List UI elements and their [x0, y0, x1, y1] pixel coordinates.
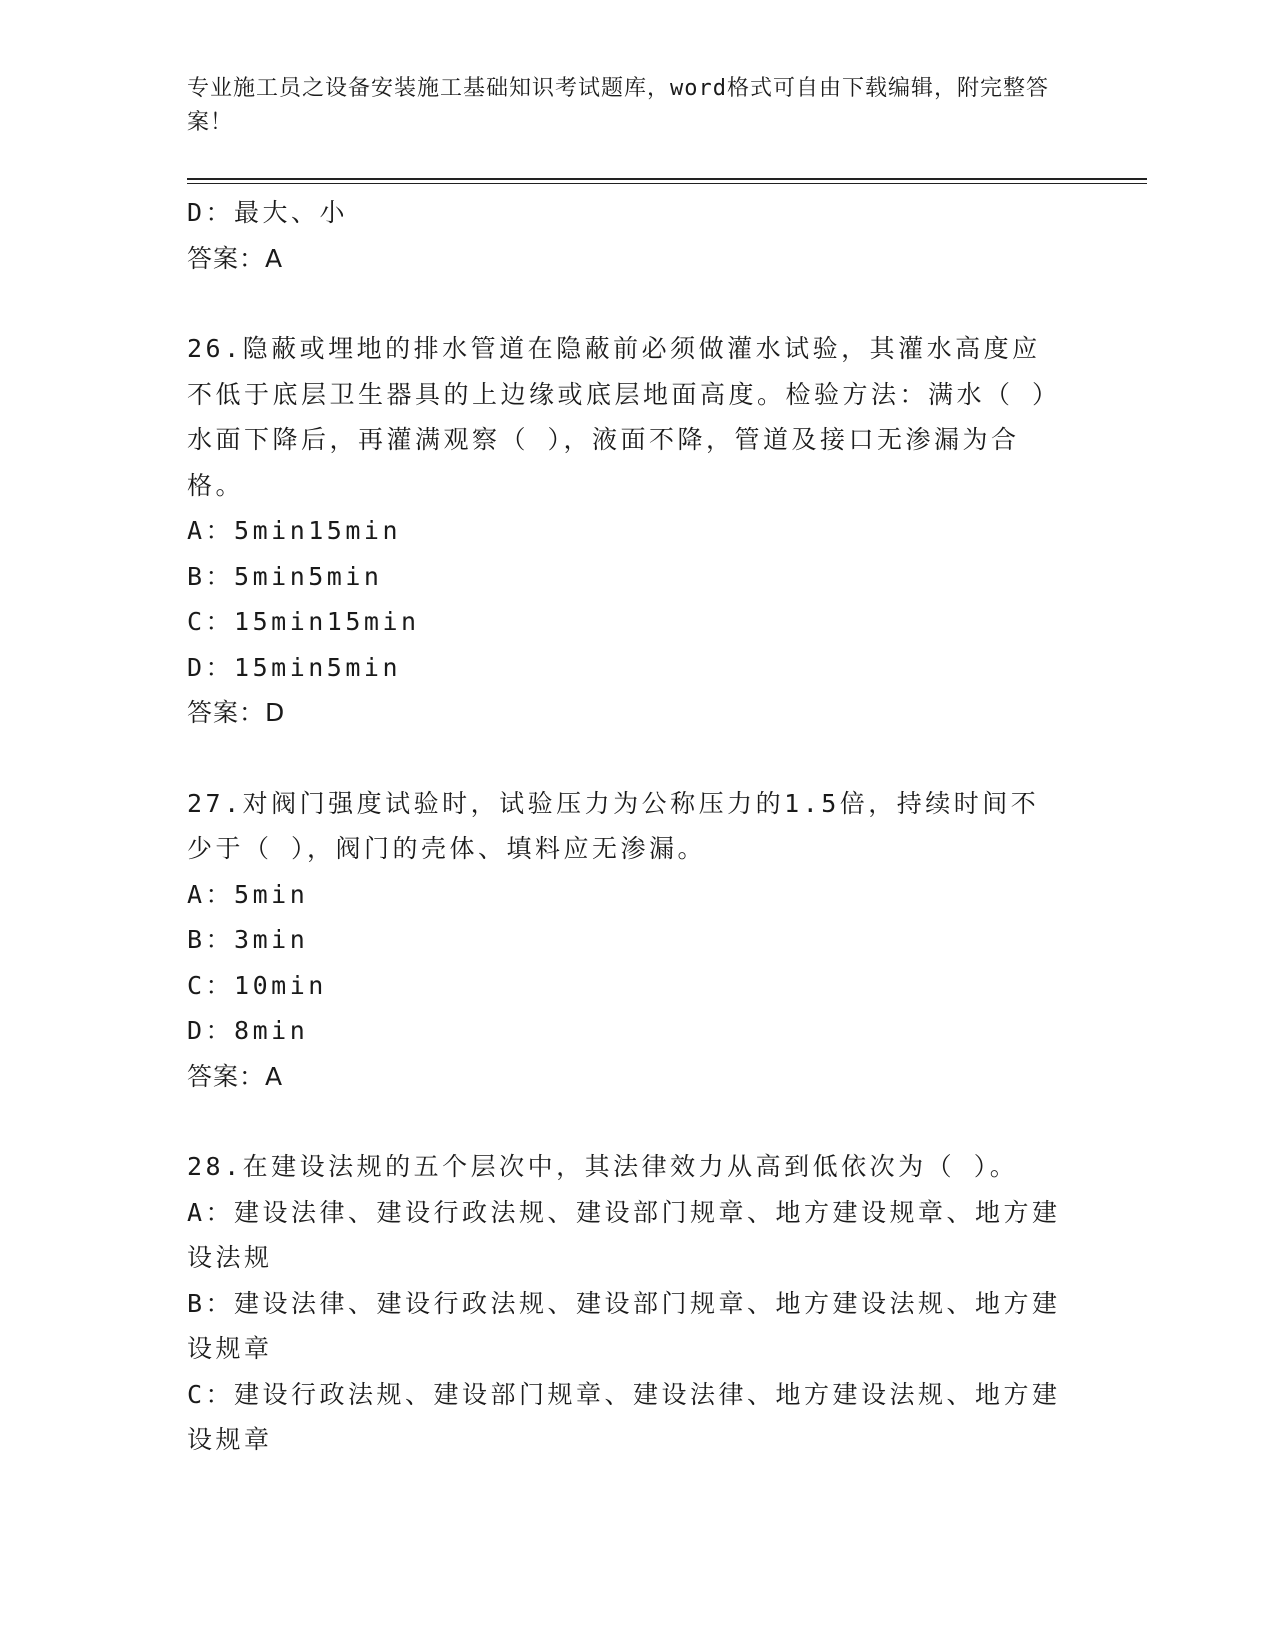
answer: 答案：D [187, 698, 286, 727]
option-b: B：3min [187, 925, 309, 954]
question-text: 26.隐蔽或埋地的排水管道在隐蔽前必须做灌水试验，其灌水高度应不低于底层卫生器具的上边缘或底层地面高度。检验方法：满水（ ）水面下降后，再灌满观察（ ），液面不降，管道及接口无渗漏为合格。 [187, 334, 1061, 500]
question-28 [187, 1144, 1067, 1463]
spacer [187, 1099, 1067, 1144]
header-rule-thick [187, 178, 1147, 180]
document-header [187, 72, 1067, 140]
answer: 答案：A [187, 1061, 284, 1091]
question-text: 28.在建设法规的五个层次中，其法律效力从高到低依次为（ ）。 [187, 1152, 1019, 1181]
question-26 [187, 326, 1067, 736]
option-a: A：5min15min [187, 516, 402, 545]
header-rule-thin [187, 183, 1147, 184]
option-c: C：建设行政法规、建设部门规章、建设法律、地方建设法规、地方建设规章 [187, 1379, 1061, 1454]
exam-content [187, 190, 1067, 1463]
spacer [187, 736, 1067, 781]
spacer [187, 281, 1067, 326]
option-b: B：5min5min [187, 561, 383, 591]
previous-question-tail [187, 190, 1067, 281]
answer: 答案：A [187, 243, 284, 273]
option-a: A：5min [187, 879, 309, 909]
option-c: C：15min15min [187, 607, 420, 636]
option-c: C：10min [187, 970, 327, 1000]
header-text: 专业施工员之设备安装施工基础知识考试题库，word格式可自由下载编辑，附完整答案！ [187, 76, 1049, 135]
option-d: D：最大、小 [187, 198, 349, 227]
option-d: D：8min [187, 1016, 309, 1045]
option-a: A：建设法律、建设行政法规、建设部门规章、地方建设规章、地方建设法规 [187, 1197, 1061, 1272]
option-b: B：建设法律、建设行政法规、建设部门规章、地方建设法规、地方建设规章 [187, 1288, 1061, 1363]
question-text: 27.对阀门强度试验时，试验压力为公称压力的1.5倍，持续时间不少于（ ），阀门的壳体、填料应无渗漏。 [187, 788, 1040, 863]
option-d: D：15min5min [187, 652, 402, 682]
question-27 [187, 781, 1067, 1100]
